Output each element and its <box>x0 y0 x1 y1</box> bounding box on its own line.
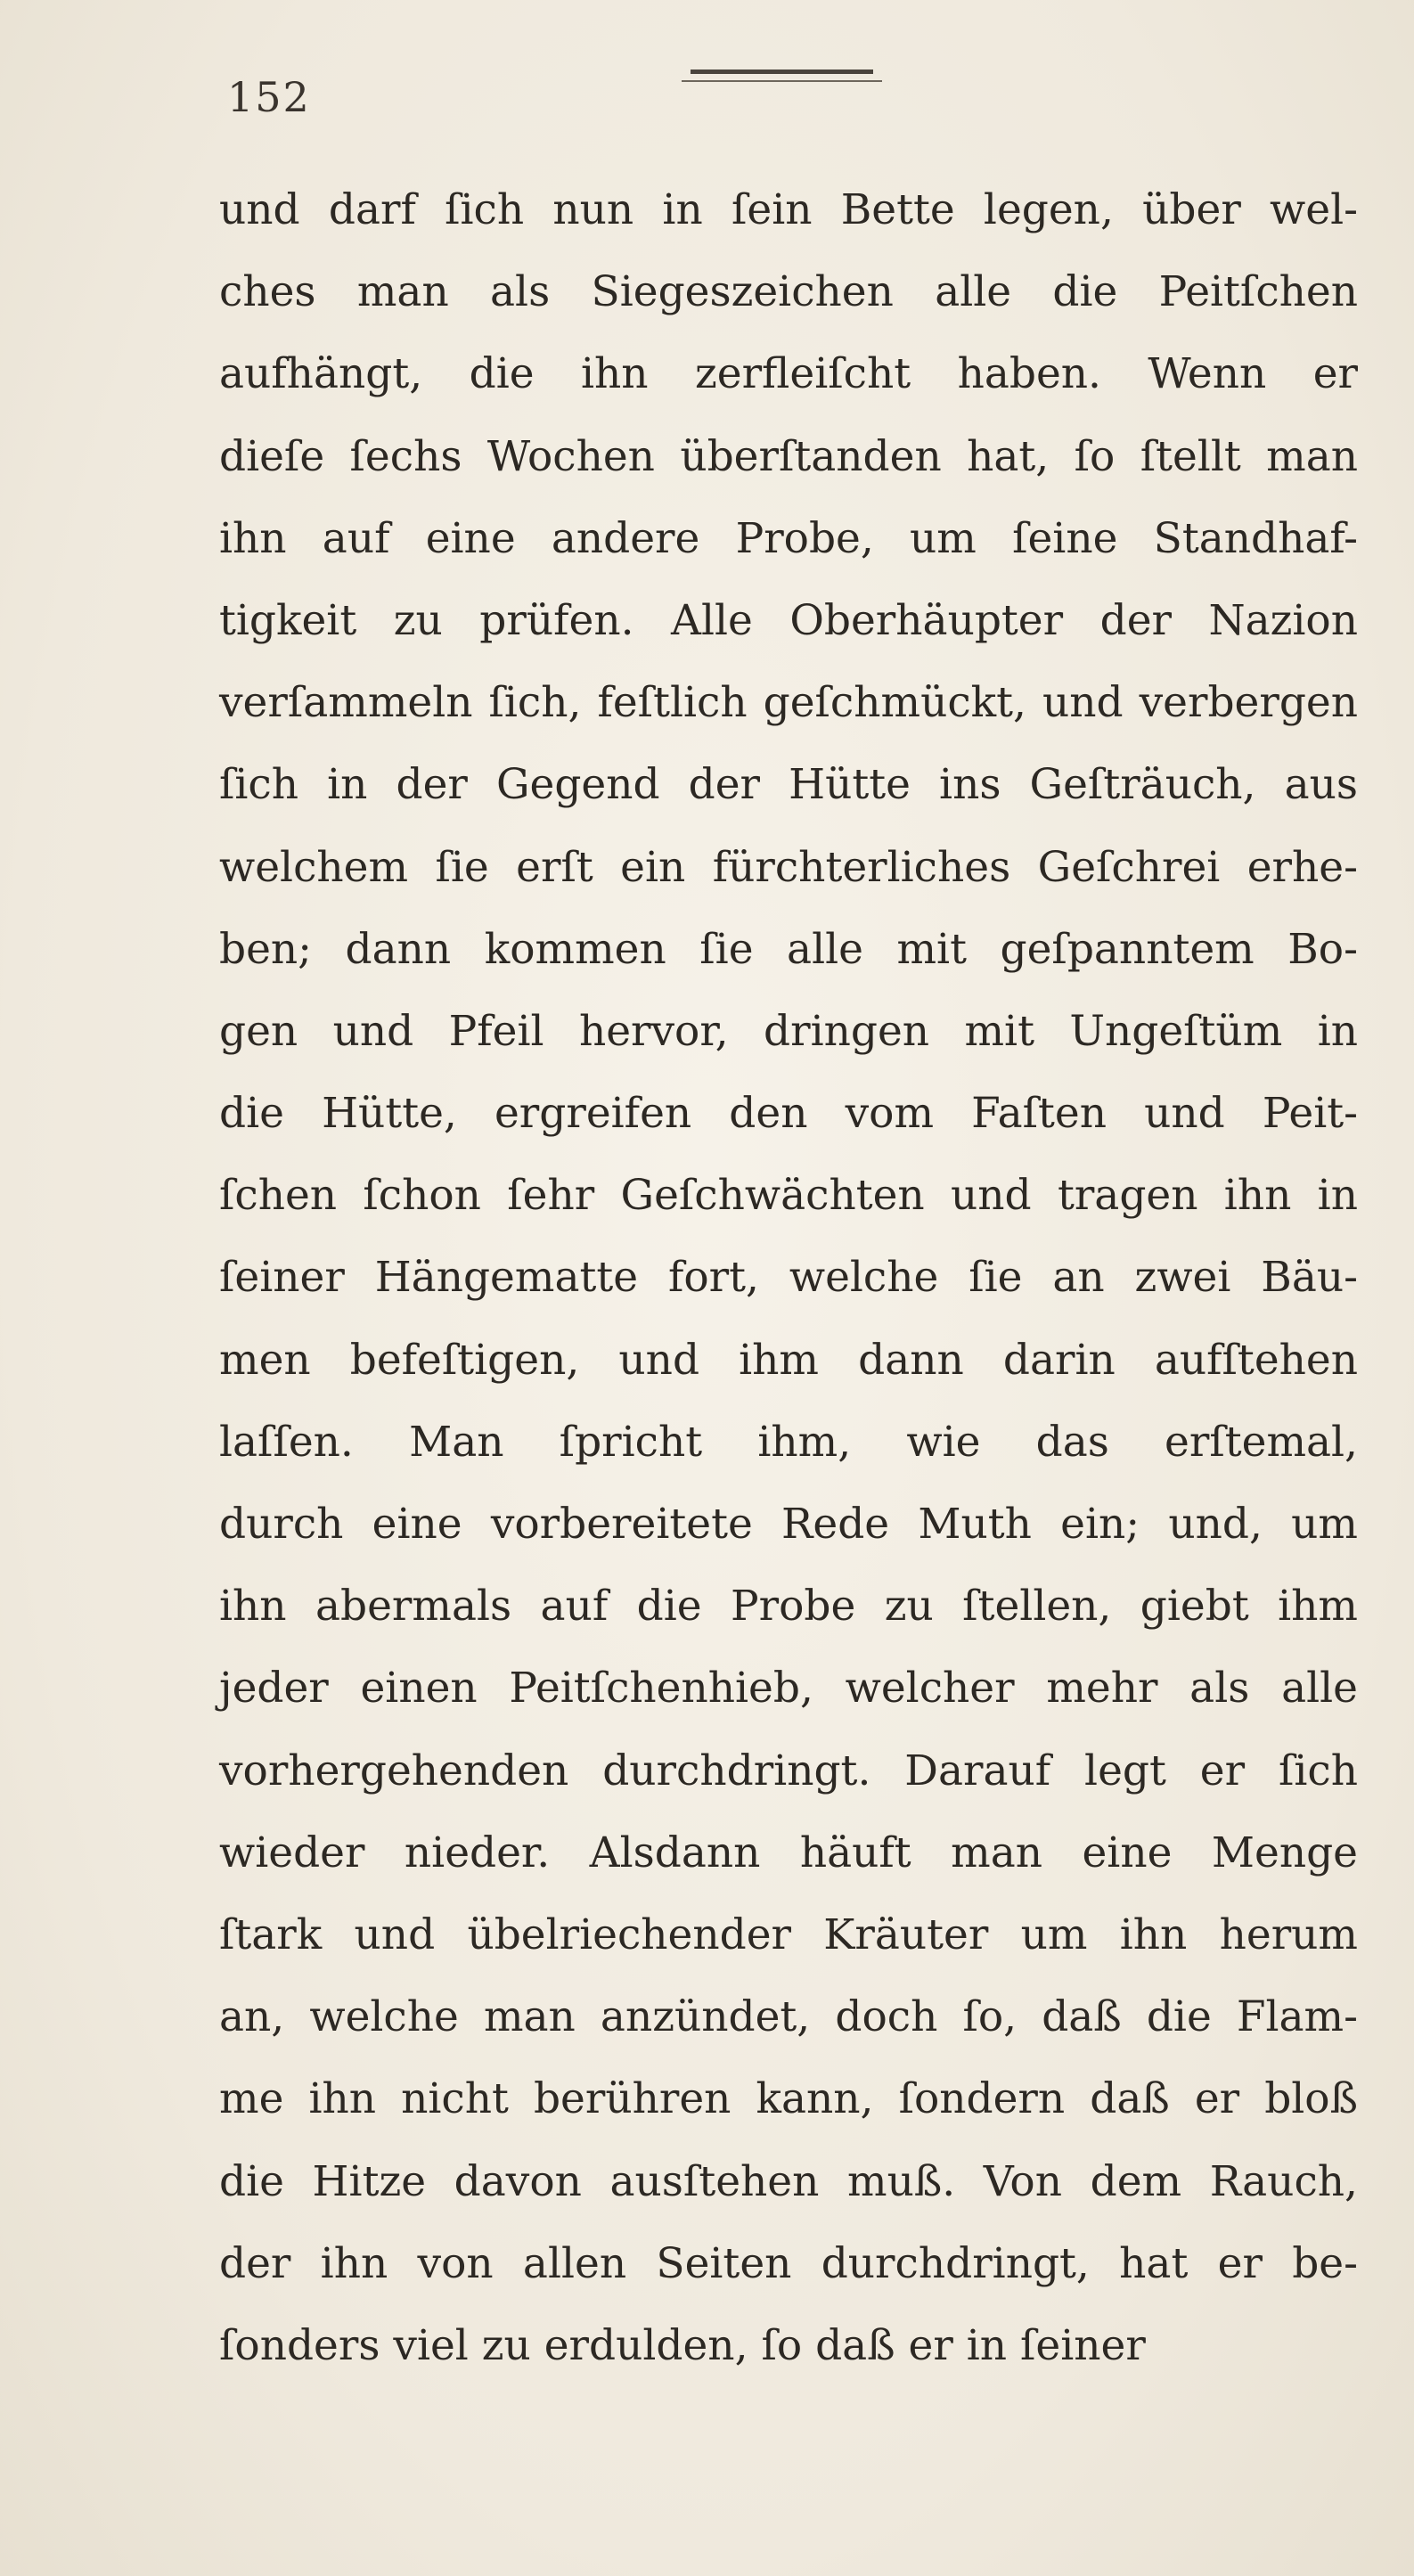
text-line: ſtark und übelriechender Kräuter um ihn herum <box>219 1910 1358 1959</box>
text-line: ſeiner Hängematte fort, welche ſie an zwei Bäu- <box>219 1253 1358 1303</box>
body-text <box>219 169 1358 2387</box>
text-line: der ihn von allen Seiten durchdringt, hat er be- <box>219 2238 1358 2288</box>
text-line: die Hitze davon ausſtehen muß. Von dem Rauch, <box>219 2156 1358 2206</box>
text-line: durch eine vorbereitete Rede Muth ein; und, um <box>219 1500 1358 1549</box>
text-line: ben; dann kommen ſie alle mit geſpanntem Bo- <box>219 924 1358 974</box>
text-line: ihn abermals auf die Probe zu ſtellen, giebt ihm <box>219 1582 1358 1631</box>
text-line: ihn auf eine andere Probe, um ſeine Standhaf- <box>219 513 1358 563</box>
page-number: 152 <box>227 73 311 121</box>
text-line: vorhergehenden durchdringt. Darauf legt er ſich <box>219 1746 1358 1795</box>
text-line: die Hütte, ergreifen den vom Faſten und Peit- <box>219 1089 1358 1139</box>
text-line: gen und Pfeil hervor, dringen mit Ungeſtüm in <box>219 1006 1358 1056</box>
text-line: ches man als Siegeszeichen alle die Peitſchen <box>219 267 1358 317</box>
header-rule-thick <box>691 70 873 74</box>
text-line: verſammeln ſich, feſtlich geſchmückt, und verbergen <box>219 678 1358 728</box>
text-line: tigkeit zu prüfen. Alle Oberhäupter der Nazion <box>219 595 1358 645</box>
text-line: men befeſtigen, und ihm dann darin aufſtehen <box>219 1335 1358 1385</box>
text-line: laſſen. Man ſpricht ihm, wie das erſtemal, <box>219 1417 1358 1467</box>
text-line: me ihn nicht berühren kann, ſondern daß er bloß <box>219 2074 1358 2124</box>
text-line: ſchen ſchon ſehr Geſchwächten und tragen ihn in <box>219 1171 1358 1221</box>
text-line: welchem ſie erſt ein fürchterliches Geſchrei erhe- <box>219 842 1358 892</box>
header-rule-thin <box>682 80 882 82</box>
text-line: wieder nieder. Alsdann häuft man eine Menge <box>219 1828 1358 1877</box>
text-line: ſich in der Gegend der Hütte ins Geſträuch, aus <box>219 760 1358 810</box>
text-line: ſonders viel zu erdulden, ſo daß er in ſeiner <box>219 2320 1146 2370</box>
text-line: aufhängt, die ihn zerfleiſcht haben. Wenn er <box>219 349 1358 399</box>
text-line: dieſe ſechs Wochen überſtanden hat, ſo ſtellt man <box>219 431 1358 481</box>
text-line: an, welche man anzündet, doch ſo, daß die Flam- <box>219 1992 1358 2042</box>
text-line: und darf ſich nun in ſein Bette legen, über wel- <box>219 185 1358 234</box>
text-line: jeder einen Peitſchenhieb, welcher mehr als alle <box>219 1664 1358 1713</box>
header-rule <box>682 70 882 87</box>
